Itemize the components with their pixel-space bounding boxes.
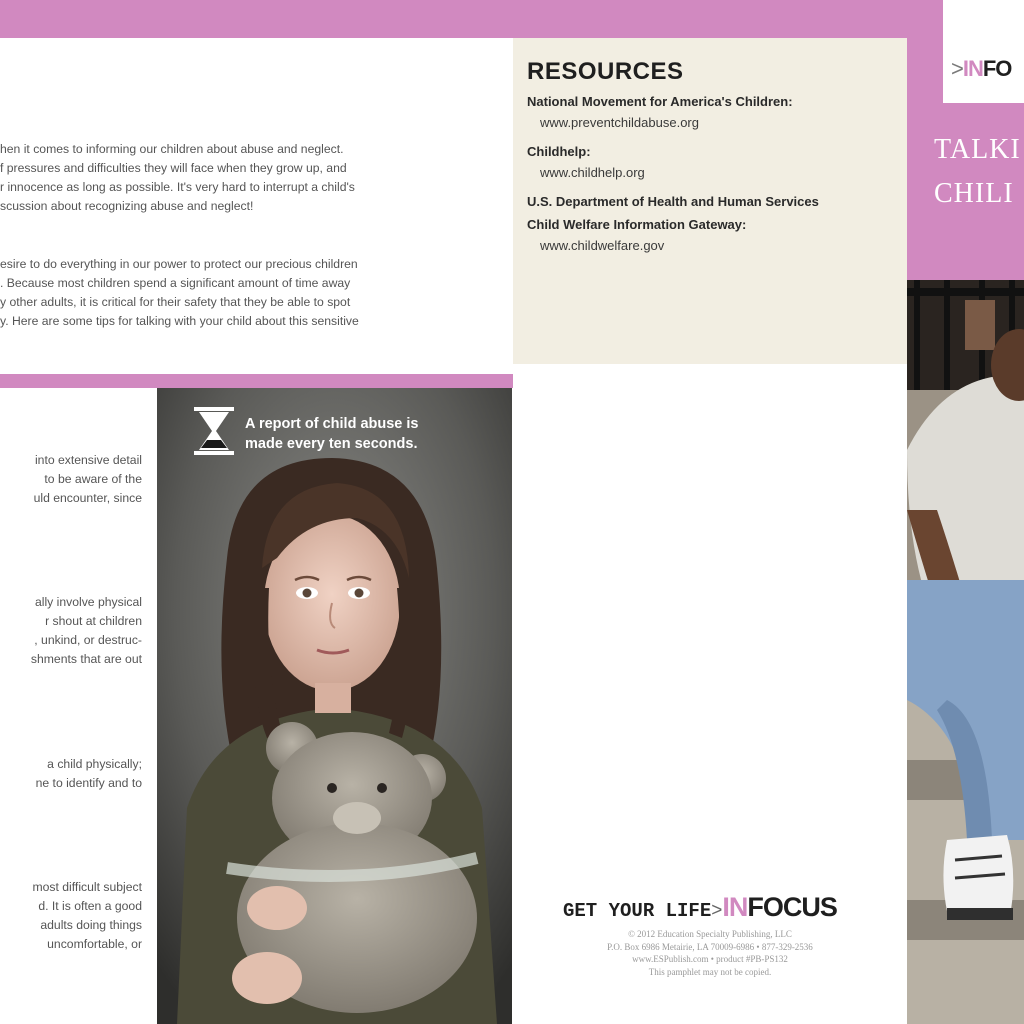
- hourglass-icon: [193, 406, 235, 456]
- cover-title-line-2: CHILI: [934, 178, 1014, 209]
- text-line: esire to do everything in our power to protect our precious children: [0, 257, 358, 271]
- resource-org: U.S. Department of Health and Human Services: [527, 194, 819, 209]
- website-line: www.ESPublish.com • product #PB-PS132: [632, 954, 788, 964]
- text-line: shments that are out: [30, 652, 142, 666]
- fragment-block-2: [0, 593, 142, 669]
- stat-line-2: made every ten seconds.: [245, 436, 418, 452]
- cover-title: [934, 128, 1021, 216]
- text-line: ne to identify and to: [35, 776, 142, 790]
- footer-in: IN: [722, 892, 748, 922]
- top-accent-band: [0, 0, 940, 38]
- copy-notice-line: This pamphlet may not be copied.: [648, 966, 772, 977]
- resources-box: [513, 38, 907, 364]
- abuse-statistic: [245, 414, 419, 454]
- text-line: most difficult subject: [32, 880, 142, 894]
- fragment-block-4: [0, 878, 142, 954]
- text-line: r shout at children: [45, 614, 142, 628]
- mid-accent-band: [0, 374, 513, 388]
- boy-photo-illustration: [907, 280, 1024, 1024]
- fragment-block-3: [0, 755, 142, 793]
- infocus-logo: [951, 56, 1011, 82]
- boy-on-steps-photo: [907, 280, 1024, 1024]
- resource-link[interactable]: www.childwelfare.gov: [540, 238, 665, 253]
- resource-org: Childhelp:: [527, 144, 591, 159]
- cover-logo-box: [943, 0, 1024, 103]
- text-line: f pressures and difficulties they will face when they grow up, and: [0, 161, 347, 175]
- footer-focus: FOCUS: [747, 892, 837, 922]
- cover-title-line-1: TALKI: [934, 134, 1021, 165]
- footer-infocus-logo: [563, 892, 837, 923]
- resource-link[interactable]: www.preventchildabuse.org: [540, 115, 699, 130]
- resource-org: National Movement for America's Children:: [527, 94, 793, 109]
- text-line: to be aware of the: [44, 472, 142, 486]
- intro-paragraph-1: [0, 140, 480, 216]
- girl-with-teddy-photo: [157, 388, 512, 1024]
- text-line: a child physically;: [47, 757, 142, 771]
- text-line: . Because most children spend a significant amount of time away: [0, 276, 351, 290]
- logo-fo: FO: [982, 56, 1012, 81]
- resource-org-sub: Child Welfare Information Gateway:: [527, 217, 747, 232]
- text-line: d. It is often a good: [38, 899, 142, 913]
- girl-photo-illustration: [157, 388, 512, 1024]
- stat-line-1: A report of child abuse is: [245, 416, 419, 432]
- text-line: , unkind, or destruc-: [34, 633, 142, 647]
- text-line: scussion about recognizing abuse and neglect!: [0, 199, 254, 213]
- fragment-block-1: [0, 451, 142, 508]
- resources-title: RESOURCES: [527, 58, 684, 85]
- text-line: adults doing things: [40, 918, 142, 932]
- text-line: uncomfortable, or: [47, 937, 142, 951]
- footer-get-your-life: GET YOUR LIFE: [563, 900, 712, 922]
- text-line: ally involve physical: [34, 595, 142, 609]
- text-line: hen it comes to informing our children about abuse and neglect.: [0, 142, 344, 156]
- text-line: y. Here are some tips for talking with your child about this sensitive: [0, 314, 359, 328]
- address-line: P.O. Box 6986 Metairie, LA 70009-6986 • 877-329-2536: [607, 941, 813, 952]
- intro-paragraph-2: [0, 255, 480, 331]
- text-line: r innocence as long as possible. It's very hard to interrupt a child's: [0, 180, 355, 194]
- text-line: into extensive detail: [34, 453, 142, 467]
- resource-link[interactable]: www.childhelp.org: [540, 165, 645, 180]
- footer-fine-print: [560, 928, 860, 978]
- text-line: y other adults, it is critical for their safety that they be able to spot: [0, 295, 351, 309]
- logo-arrow: >: [951, 56, 963, 81]
- copyright-line: © 2012 Education Specialty Publishing, LLC: [628, 929, 792, 939]
- logo-in: IN: [962, 56, 983, 81]
- text-line: uld encounter, since: [33, 491, 142, 505]
- footer-arrow: >: [711, 900, 723, 921]
